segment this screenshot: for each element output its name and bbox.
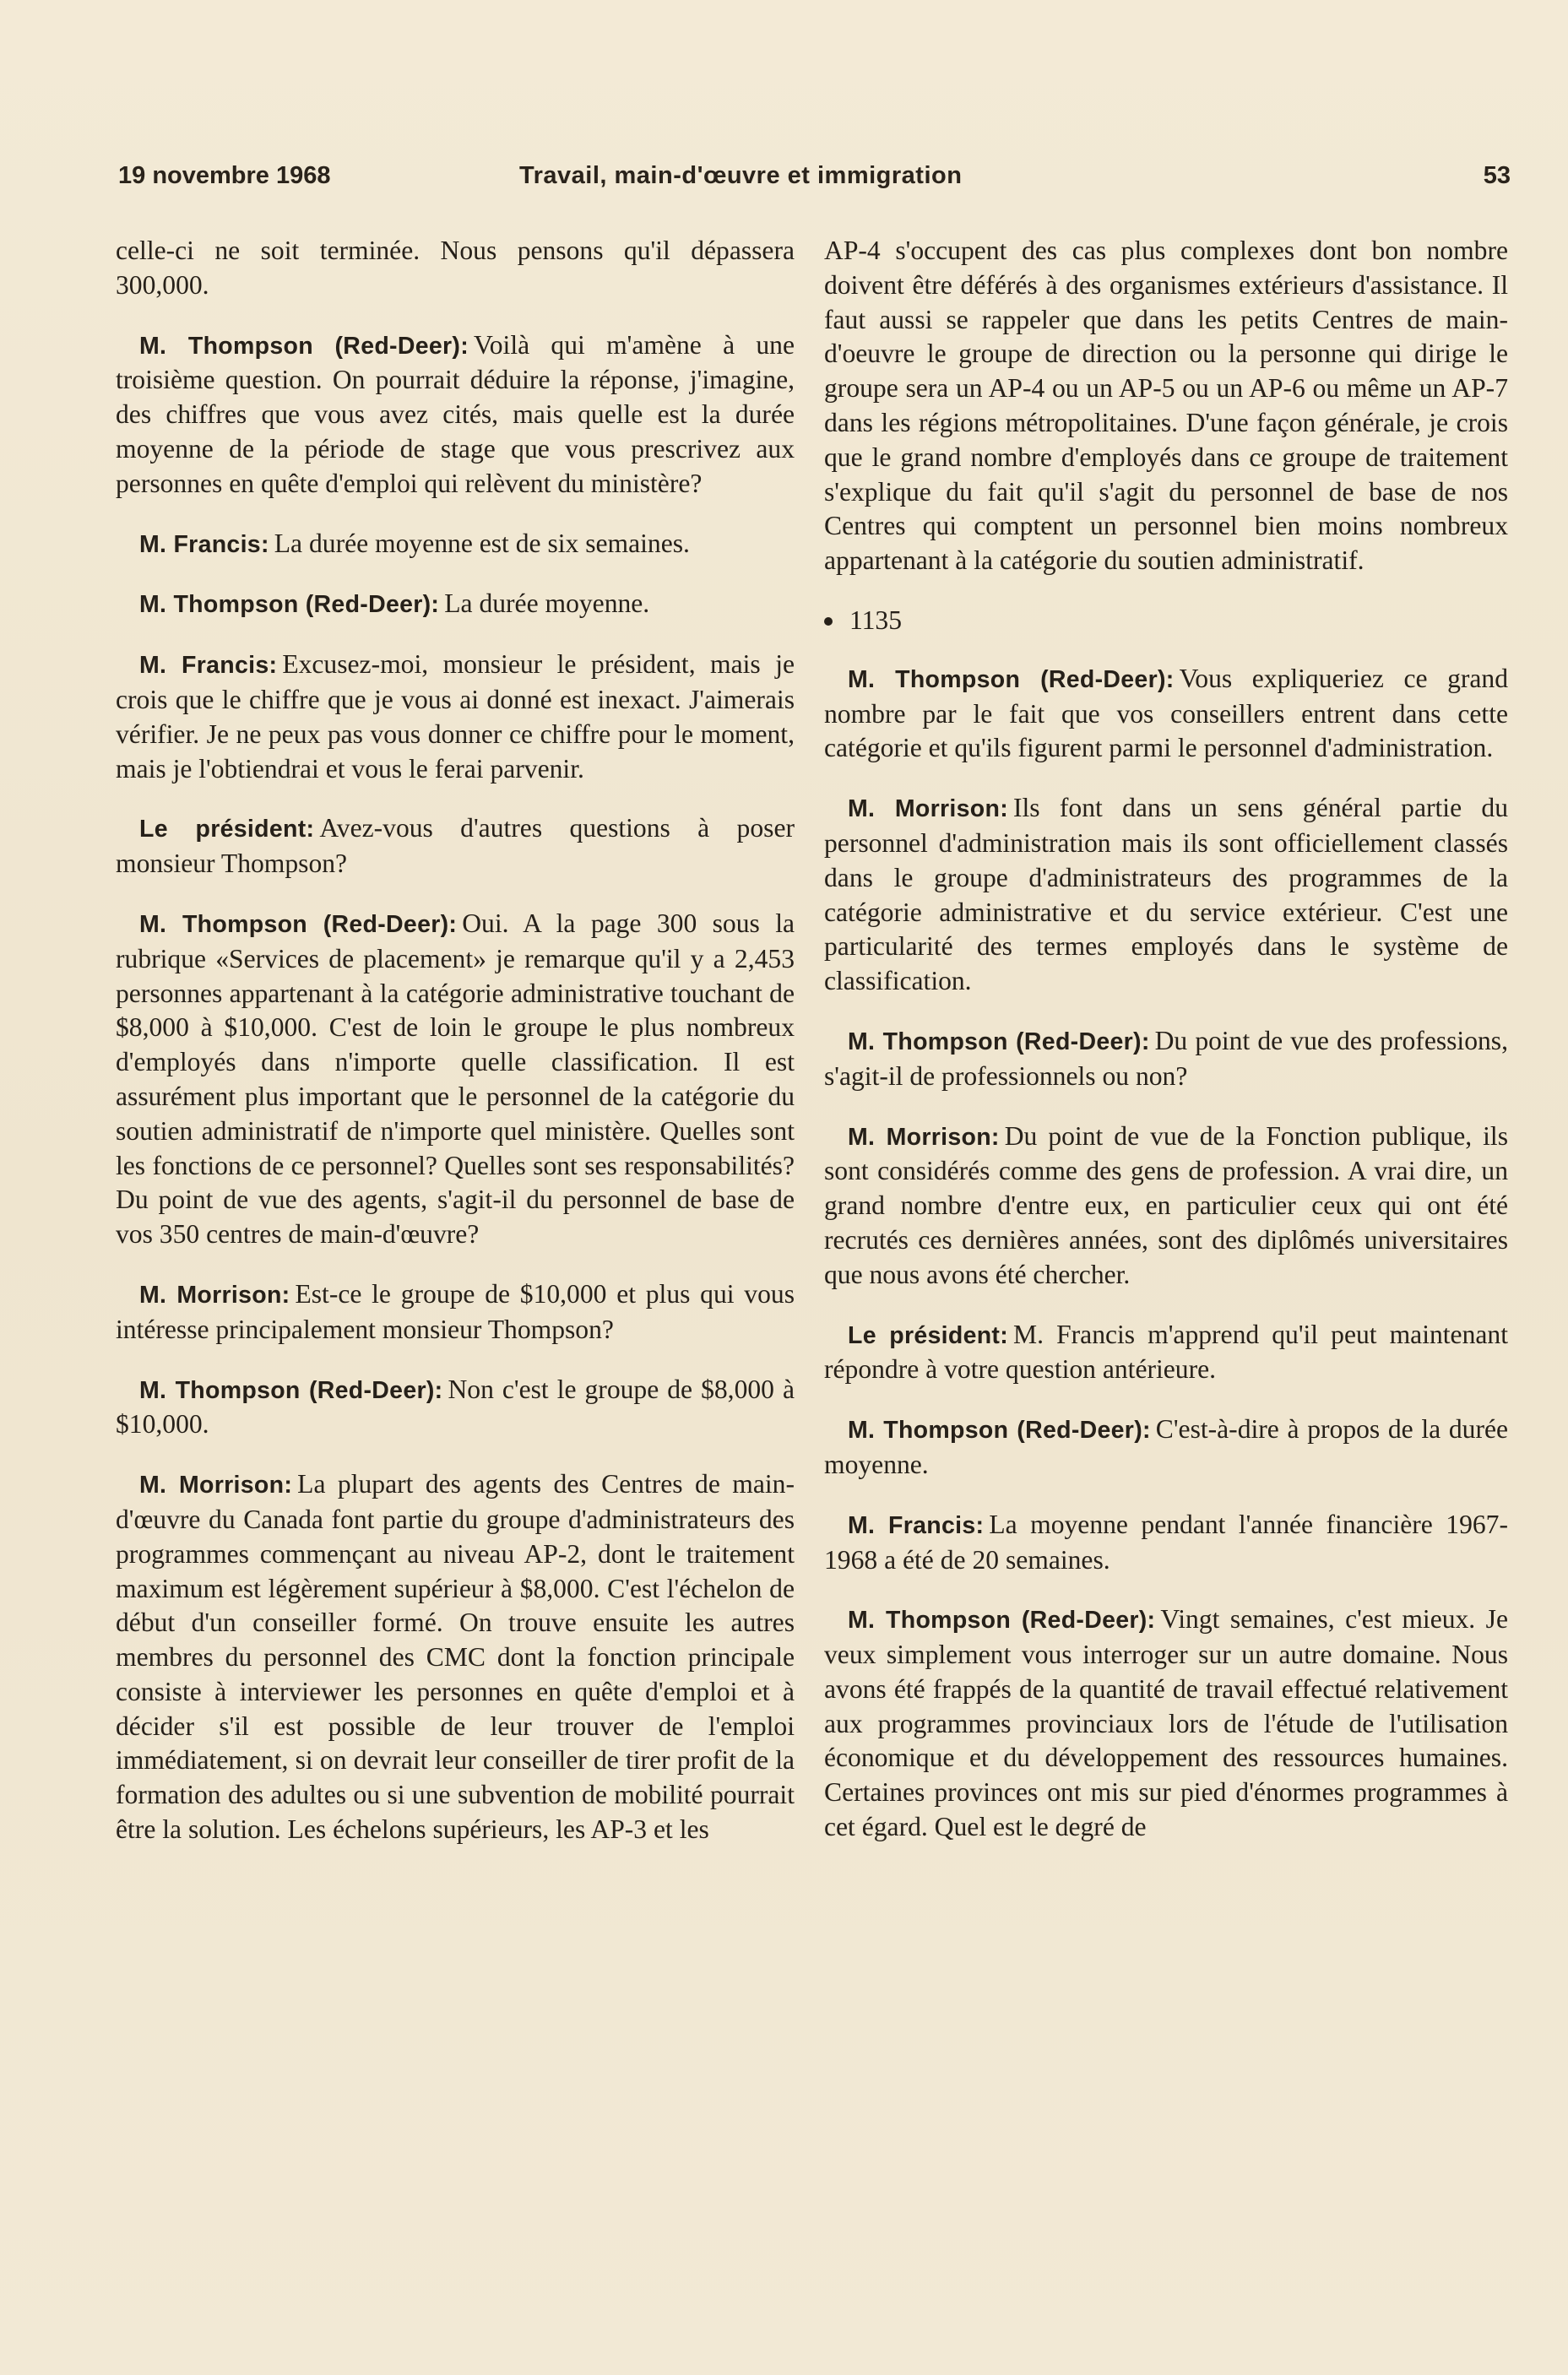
paragraph (116, 907, 795, 1252)
paragraph (116, 811, 795, 881)
continuation-text: celle-ci ne soit terminée. Nous pensons qu'il dépassera 300,000. (116, 236, 795, 300)
paragraph-text: Du point de vue des professions, s'agit-il de professionnels ou non? (824, 1025, 1508, 1091)
paragraph (824, 1318, 1508, 1388)
running-header (118, 162, 1511, 203)
paragraph (116, 1277, 795, 1347)
paragraph (116, 587, 795, 622)
paragraph-text: Avez-vous d'autres questions à poser monsieur Thompson? (116, 813, 795, 879)
paragraph-text: Non c'est le groupe de $8,000 à $10,000. (116, 1374, 795, 1440)
paragraph-text: Ils font dans un sens général partie du personnel d'administration mais ils sont officiellement classés dans le groupe d'administrateurs des programmes de la catégorie administrative et du service extérieur. C'est une particularité des termes employés dans le système de classification. (824, 793, 1508, 996)
left-column (116, 234, 795, 1873)
paragraph-text: Est-ce le groupe de $10,000 et plus qui vous intéresse principalement monsieur Thompson? (116, 1278, 795, 1344)
paragraph-text: La durée moyenne. (444, 588, 650, 619)
paragraph (116, 527, 795, 562)
paragraph (824, 1602, 1508, 1845)
paragraph (824, 662, 1508, 766)
speaker-name: M. Thompson (Red-Deer): (848, 1417, 1151, 1445)
speaker-name: M. Francis: (139, 530, 269, 558)
paragraph-text: La durée moyenne est de six semaines. (274, 528, 690, 558)
paragraph-text: Vous expliqueriez ce grand nombre par le fait que vos conseillers entrent dans cette catégorie et qu'ils figurent parmi le personnel d'administration. (824, 663, 1508, 763)
page-number: 53 (1483, 162, 1511, 189)
speaker-name: M. Morrison: (139, 1281, 290, 1309)
speaker-name: M. Thompson (Red-Deer): (139, 591, 440, 619)
paragraph-text: C'est-à-dire à propos de la durée moyenne. (824, 1414, 1509, 1479)
speaker-name: M. Francis: (139, 652, 278, 680)
header-date: 19 novembre 1968 (118, 162, 331, 189)
paragraph-text: La plupart des agents des Centres de main-d'œuvre du Canada font partie du groupe d'administrateurs des programmes commençant au niveau AP-2, dont le traitement maximum est légèrement supérieur à $8,000. C'est l'échelon de début d'un conseiller formé. On trouve ensuite les autres membres du personnel des CMC dont la fonction principale consiste à interviewer les personnes en quête d'emploi et à décider s'il est possible de leur trouver de l'emploi immédiatement, si on devrait leur conseiller de tirer profit de la formation des adultes ou si une subvention de mobilité pourrait être la solution. Les échelons supérieurs, les AP-3 et les (116, 1469, 795, 1845)
speaker-name: M. Thompson (Red-Deer): (139, 1376, 443, 1404)
speaker-name: M. Morrison: (139, 1472, 293, 1499)
speaker-name: M. Thompson (Red-Deer): (848, 1607, 1156, 1635)
paragraph-text: La moyenne pendant l'année financière 1967-1968 a été de 20 semaines. (824, 1509, 1508, 1575)
header-title: Travail, main-d'œuvre et immigration (519, 162, 963, 189)
paragraph-text: Voilà qui m'amène à une troisième question. On pourrait déduire la réponse, j'imagine, des chiffres que vous avez cités, mais quelle est la durée moyenne de la période de stage que vous prescrivez aux personnes en quête d'emploi qui relèvent du ministère? (116, 329, 795, 498)
paragraph-text: Vingt semaines, c'est mieux. Je veux simplement vous interroger sur un autre domaine. Nous avons été frappés de la quantité de travail effectué relativement aux programmes provinciaux lors de l'étude de l'utilisation économique et du développement des ressources humaines. Certaines provinces ont mis sur pied d'énormes programmes à cet égard. Quel est le degré de (824, 1604, 1508, 1842)
paragraph (116, 328, 795, 502)
paragraph (116, 648, 795, 786)
bullet-icon (824, 617, 833, 626)
speaker-name: Le président: (139, 816, 315, 843)
paragraph-text: M. Francis m'apprend qu'il peut maintenant répondre à votre question antérieure. (824, 1319, 1508, 1385)
speaker-name: M. Thompson (Red-Deer): (848, 665, 1175, 693)
speaker-name: M. Thompson (Red-Deer): (139, 910, 458, 938)
time-marker-text: 1135 (849, 605, 903, 635)
paragraph (824, 1024, 1508, 1094)
paragraph-text: Du point de vue de la Fonction publique, ils sont considérés comme des gens de profession. A vrai dire, un grand nombre d'entre eux, en particulier ceux qui ont été recrutés ces dernières années, sont des diplômés universitaires que nous avons été chercher. (824, 1120, 1509, 1289)
paragraph-text: Oui. A la page 300 sous la rubrique «Services de placement» je remarque qu'il y a 2,453 personnes appartenant à la catégorie administrative touchant de $8,000 à $10,000. C'est de loin le groupe le plus nombreux d'employés dans n'importe quelle classification. Il est assurément plus important que le personnel de la catégorie du soutien administratif de n'importe quel ministère. Quelles sont les fonctions de ce personnel? Quelles sont ses responsabilités? Du point de vue des agents, s'agit-il du personnel de base de vos 350 centres de main-d'œuvre? (116, 908, 795, 1250)
speaker-name: M. Francis: (848, 1511, 985, 1539)
paragraph (824, 1508, 1508, 1578)
continuation-text: AP-4 s'occupent des cas plus complexes dont bon nombre doivent être déférés à des organismes extérieurs d'assistance. Il faut aussi se rappeler que dans les petits Centres de main-d'oeuvre le groupe de direction ou la personne qui dirige le groupe sera un AP-4 ou un AP-5 ou un AP-6 ou même un AP-7 dans les régions métropolitaines. D'une façon générale, je crois que le grand nombre d'employés dans ce groupe de traitement s'explique du fait qu'il s'agit du personnel de base de nos Centres qui comptent un personnel bien moins nombreux appartenant à la catégorie du soutien administratif. (824, 236, 1508, 576)
paragraph (824, 1120, 1508, 1293)
paragraph (824, 1413, 1508, 1483)
speaker-name: M. Morrison: (848, 1123, 1000, 1151)
speaker-name: Le président: (848, 1321, 1009, 1349)
paragraph (116, 1467, 795, 1847)
time-marker (824, 604, 1508, 638)
speaker-name: M. Thompson (Red-Deer): (848, 1028, 1150, 1055)
paragraph-text: Excusez-moi, monsieur le président, mais je crois que le chiffre que je vous ai donné est inexact. J'aimerais vérifier. Je ne peux pas vous donner ce chiffre pour le moment, mais je l'obtiendrai et vous le ferai parvenir. (116, 649, 795, 784)
paragraph (824, 791, 1508, 999)
speaker-name: M. Morrison: (848, 795, 1008, 823)
right-column (824, 234, 1508, 1870)
speaker-name: M. Thompson (Red-Deer): (139, 332, 469, 360)
paragraph (116, 1373, 795, 1443)
